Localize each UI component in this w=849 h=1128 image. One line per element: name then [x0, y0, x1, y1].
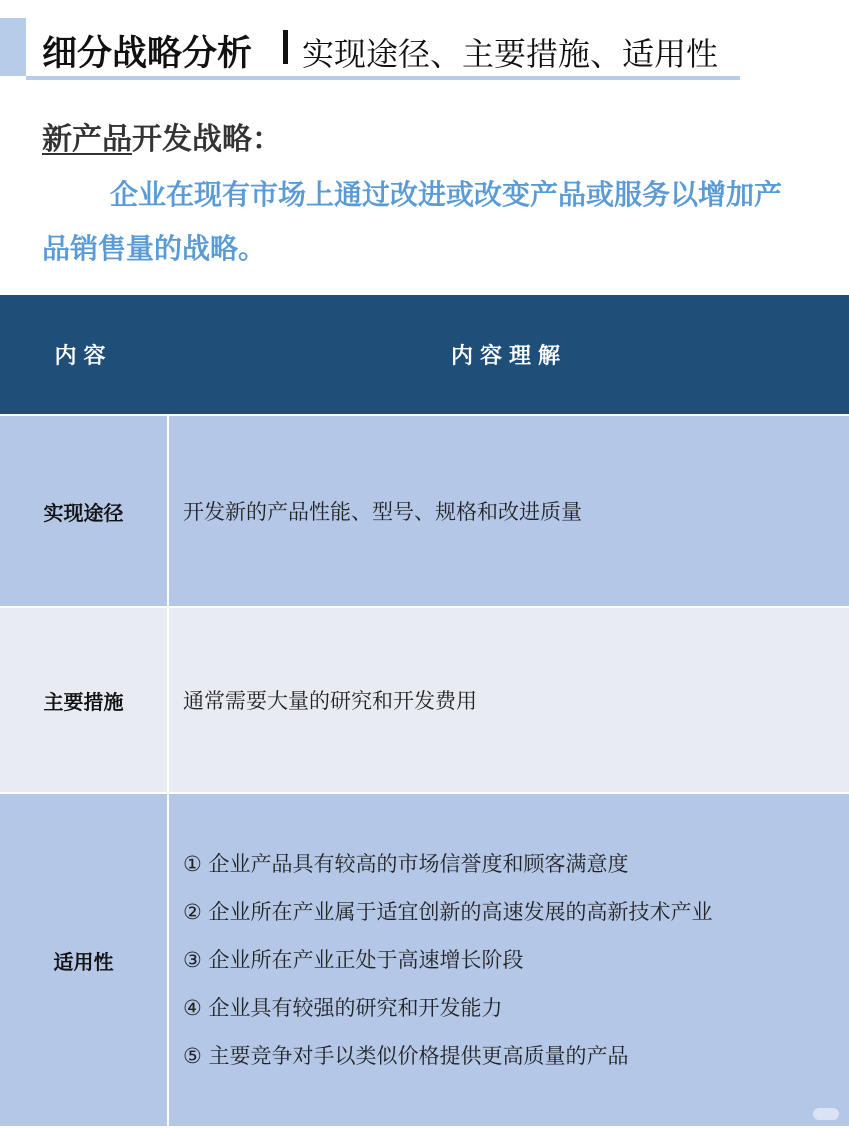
title-underline [26, 76, 740, 80]
row-text-implementation: 开发新的产品性能、型号、规格和改进质量 [183, 500, 582, 524]
table-row [0, 794, 849, 1126]
list-item: ④ 企业具有较强的研究和开发能力 [183, 996, 503, 1020]
page-subtitle: 实现途径、主要措施、适用性 [302, 35, 719, 73]
section-heading-underlined: 新产品 [42, 122, 132, 157]
row-content-cell [169, 416, 849, 606]
list-item: ② 企业所在产业属于适宜创新的高速发展的高新技术产业 [183, 900, 713, 924]
row-label-cell [0, 794, 167, 1126]
row-label-cell [0, 608, 167, 792]
table-header-cell [169, 295, 849, 414]
table-row [0, 416, 849, 606]
title-block [26, 18, 740, 76]
watermark-badge [813, 1108, 839, 1120]
row-content-cell [169, 794, 849, 1126]
header-content: 内容 [54, 344, 113, 369]
list-item: ① 企业产品具有较高的市场信誉度和顾客满意度 [183, 852, 629, 876]
row-label-measures: 主要措施 [43, 689, 124, 714]
row-content-cell [169, 608, 849, 792]
title-accent-bar [0, 18, 26, 76]
strategy-table [0, 295, 849, 1126]
section-heading-rest: 开发战略： [132, 122, 282, 157]
page-title: 细分战略分析 [42, 34, 253, 74]
strategy-definition: 企业在现有市场上通过改进或改变产品或服务以增加产品销售量的战略。 [42, 178, 783, 265]
applicability-list [169, 840, 713, 1080]
row-label-cell [0, 416, 167, 606]
list-item: ⑤ 主要竞争对手以类似价格提供更高质量的产品 [183, 1044, 629, 1068]
table-row [0, 608, 849, 792]
list-item: ③ 企业所在产业正处于高速增长阶段 [183, 948, 524, 972]
table-header-cell [0, 295, 167, 414]
header-content-understanding: 内容理解 [450, 344, 567, 369]
row-label-implementation: 实现途径 [43, 500, 124, 525]
table-header-row [0, 295, 849, 414]
title-divider [283, 30, 288, 64]
section-heading [42, 114, 282, 158]
row-text-measures: 通常需要大量的研究和开发费用 [183, 689, 477, 713]
row-label-applicability: 适用性 [53, 949, 114, 974]
